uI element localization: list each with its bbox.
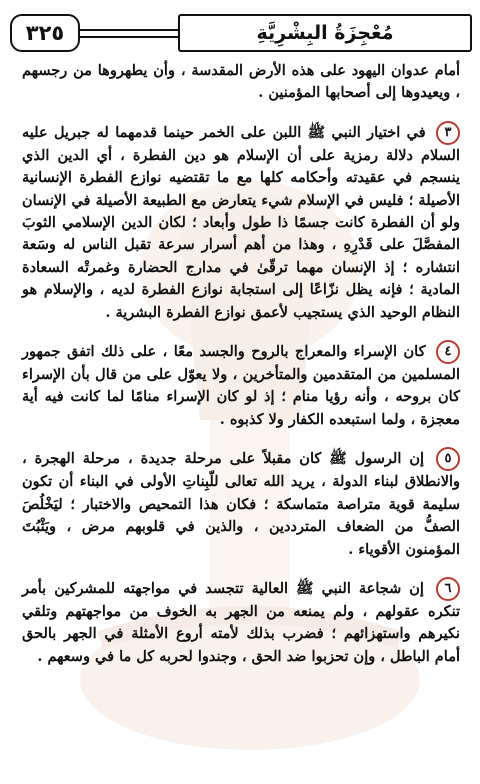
numbered-paragraph bbox=[22, 447, 460, 561]
page-body bbox=[22, 60, 460, 684]
paragraph-text: إن شجاعة النبي ﷺ العالية تتجسد في مواجهته للمشركين بأمر تنكره عقولهم ، ولم يمنعه من الجهر به الخوف من مواجهتهم وتلقي نكيرهم واستهزائهم ؛ فضرب بذلك لأمته أروع الأمثلة في الجهر بالحق أمام الباطل ، وإن تحزبوا ضد الحق ، وجندوا لحربه كل ما في وسعهم . bbox=[22, 579, 460, 665]
paragraph-text: أمام عدوان اليهود على هذه الأرض المقدسة ، وأن يطهروها من رجسهم ، ويعيدوها إلى أصحابها المؤمنين . bbox=[22, 62, 460, 102]
paragraph-text: في اختيار النبي ﷺ اللبن على الخمر حينما قدمهما له جبريل عليه السلام دلالة رمزية على أن الإسلام هو دين الفطرة ، أي الدين الذي ينسجم في عقيدته وأحكامه كلها مع ما تقتضيه نوازع الفطرة الإنسانية الأصيلة ؛ فليس في الإسلام شيء يتعارض مع الطبيعة الأصيلة في الإنسان ولو أن الفطرة كانت جسمًا ذا طول وأبعاد ؛ لكان الدين الإسلامي الثوبَ المفصَّلَ على قَدْرِهِ ، وهذا من أهم أسرار سرعة تقبل الناس له وسَعة انتشاره ؛ إذ الإنسان مهما ترقّىٰ في مدارج الحضارة وغمرتْه السعادة المادية ؛ فإنه يظل نزّاعًا إلى استجابة نوازع الفطرة لديه ، والإسلام هو النظام الوحيد الذي يستجيب لأعمق نوازع الفطرة البشرية . bbox=[22, 123, 460, 321]
paragraph-number-badge: ٥ bbox=[436, 447, 460, 471]
numbered-paragraph bbox=[22, 121, 460, 324]
paragraph-text: إن الرسول ﷺ كان مقبلاً على مرحلة جديدة ، مرحلة الهجرة ، والانطلاق لبناء الدولة ، يريد الله تعالى للّبِناتِ الأولى في البناء أن تكون سليمة قوية متراصة متماسكة ؛ فكان هذا التمحيص والاختبار ؛ ليَخْلُصَ الصفُّ من الضعاف المترددين ، والذين في قلوبهم مرض ، ويَثْبُتَ المؤمنون الأقوياء . bbox=[22, 450, 460, 558]
page-header bbox=[10, 14, 472, 50]
paragraph-number-badge: ٦ bbox=[436, 577, 460, 601]
numbered-paragraph bbox=[22, 577, 460, 668]
paragraph-number-badge: ٣ bbox=[436, 121, 460, 145]
page-number: ٣٢٥ bbox=[25, 21, 65, 45]
running-title: مُعْجِزَةُ البِشْرِيَّةِ bbox=[256, 22, 394, 44]
numbered-paragraph bbox=[22, 340, 460, 431]
running-title-frame bbox=[178, 14, 472, 52]
paragraph-number-badge: ٤ bbox=[436, 340, 460, 364]
page-number-frame bbox=[10, 14, 80, 52]
paragraph-text: كان الإسراء والمعراج بالروح والجسد معًا ، على ذلك اتفق جمهور المسلمين من المتقدمين والمتأخرين ، ولا يعوّل على من قال بأن الإسراء كان بروحه ، وأنه رؤيا منام ؛ إذ لو كان الإسراء منامًا لما كانت فيه أية معجزة ، ولما استبعده الكفار ولا كذبوه . bbox=[22, 343, 460, 428]
paragraph-continued bbox=[22, 60, 460, 105]
